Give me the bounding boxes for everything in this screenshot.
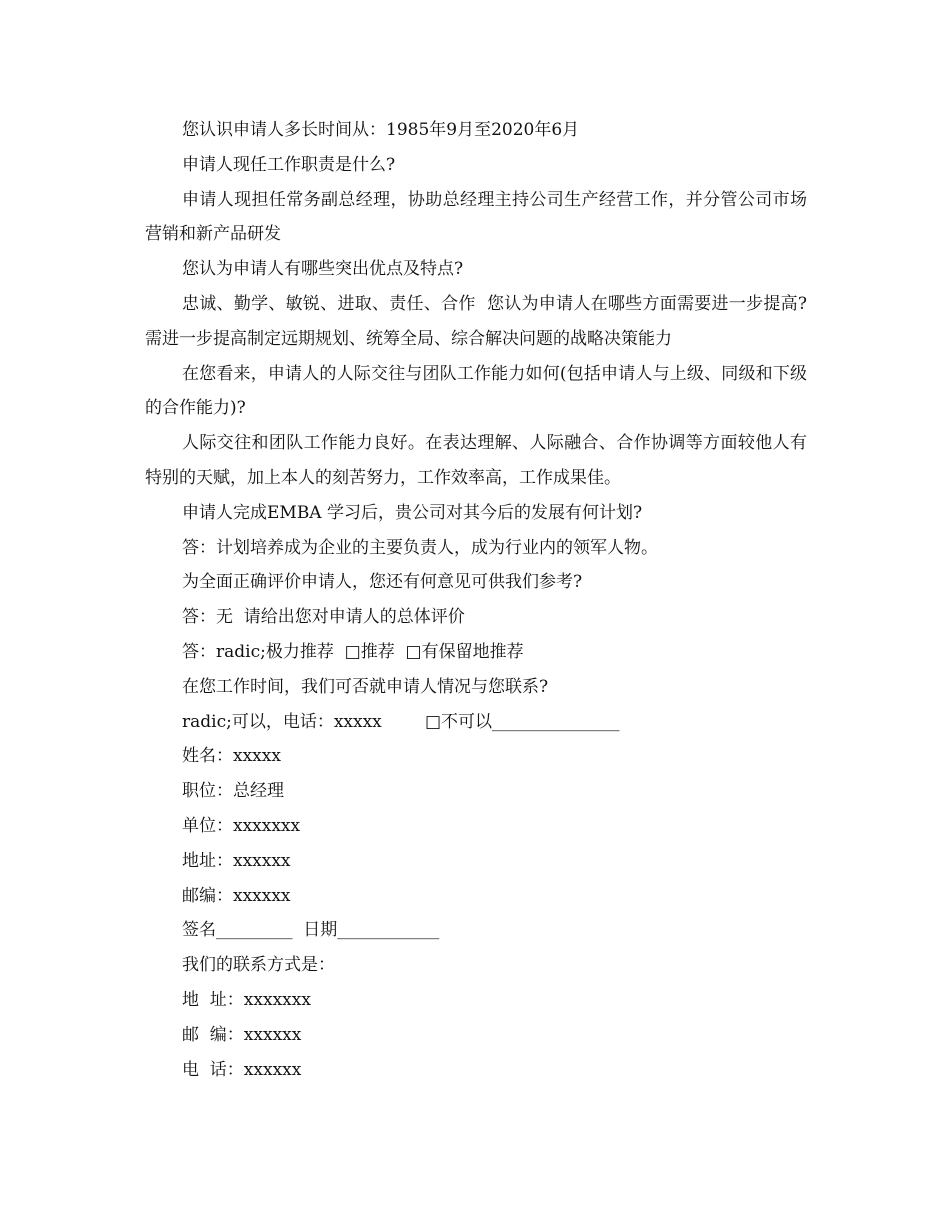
answer-other-comments: 答：无 请给出您对申请人的总体评价 bbox=[182, 607, 465, 628]
answer-development-plan: 答：计划培养成为企业的主要负责人，成为行业内的领军人物。 bbox=[182, 537, 658, 558]
answer-teamwork: 人际交往和团队工作能力良好。在表达理解、人际融合、合作协调等方面较他人有特别的天赋，加上本人的刻苦努力，工作效率高，工作成果佳。 bbox=[145, 433, 807, 488]
contact-phone: 电 话：xxxxxx bbox=[182, 1059, 302, 1080]
referee-name: 姓名：xxxxx bbox=[182, 746, 281, 767]
question-strengths: 您认为申请人有哪些突出优点及特点? bbox=[182, 259, 464, 280]
contact-postcode: 邮 编：xxxxxx bbox=[182, 1024, 302, 1045]
paragraph-acquaintance-period: 您认识申请人多长时间从：1985年9月至2020年6月 bbox=[182, 120, 580, 140]
question-other-comments: 为全面正确评价申请人，您还有何意见可供我们参考? bbox=[182, 572, 583, 593]
document-body bbox=[145, 113, 813, 1087]
contact-address: 地 址：xxxxxxx bbox=[182, 989, 311, 1010]
referee-organization: 单位：xxxxxxx bbox=[182, 815, 301, 836]
question-current-duties: 申请人现任工作职责是什么? bbox=[182, 154, 396, 175]
referee-address: 地址：xxxxxx bbox=[182, 850, 291, 871]
signature-date-line: 签名_________ 日期____________ bbox=[182, 920, 440, 941]
answer-current-duties: 申请人现担任常务副总经理，协助总经理主持公司生产经营工作，并分管公司市场营销和新产品研发 bbox=[145, 189, 807, 245]
question-contact-permission: 在您工作时间，我们可否就申请人情况与您联系? bbox=[182, 676, 549, 697]
referee-postcode: 邮编：xxxxxx bbox=[182, 885, 291, 906]
answer-overall-evaluation: 答：radic;极力推荐 □推荐 □有保留地推荐 bbox=[182, 641, 524, 662]
question-development-plan: 申请人完成EMBA 学习后，贵公司对其今后的发展有何计划? bbox=[182, 502, 643, 523]
referee-position: 职位：总经理 bbox=[182, 781, 284, 802]
answer-contact-permission: radic;可以，电话：xxxxx □不可以_______________ bbox=[182, 711, 620, 732]
question-teamwork: 在您看来，申请人的人际交往与团队工作能力如何(包括申请人与上级、同级和下级的合作能力)? bbox=[145, 363, 807, 419]
contact-info-heading: 我们的联系方式是： bbox=[182, 955, 335, 976]
answer-strengths-and-improvement: 忠诚、勤学、敏锐、进取、责任、合作 您认为申请人在哪些方面需要进一步提高? 需进一步提高制定远期规划、统筹全局、综合解决问题的战略决策能力 bbox=[145, 293, 813, 349]
